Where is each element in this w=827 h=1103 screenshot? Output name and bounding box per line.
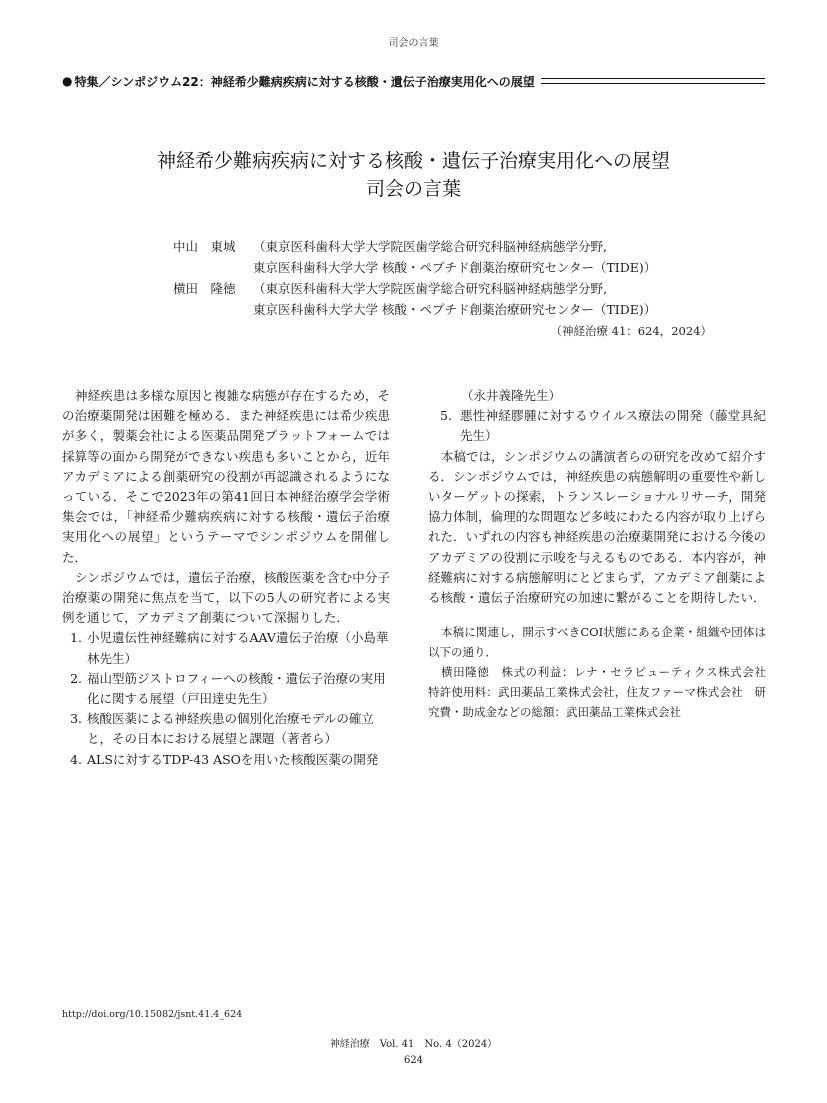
list-item xyxy=(62,628,390,668)
author-name: 横田 隆徳 xyxy=(173,281,236,296)
coi-statement xyxy=(428,622,778,722)
list-item xyxy=(62,669,390,709)
doi-link[interactable]: http://doi.org/10.15082/jsnt.41.4_624 xyxy=(62,1009,243,1020)
article-title: 神経希少難病疾病に対する核酸・遺伝子治療実用化への展望 xyxy=(156,150,670,172)
author-affiliation: （東京医科歯科大学大学院医歯学総合研究科脳神経病態学分野, xyxy=(253,239,607,254)
page-number: 624 xyxy=(403,1055,424,1066)
series-heading xyxy=(62,72,765,90)
list-text: ALSに対するTDP-43 ASOを用いた核酸医薬の開発 xyxy=(87,751,379,767)
running-head: 司会の言葉 xyxy=(388,38,439,49)
author-name: 中山 東城 xyxy=(173,239,236,254)
page-footer xyxy=(0,1037,827,1069)
citation: （神経治療 41：624，2024） xyxy=(550,324,712,338)
list-item xyxy=(62,709,390,749)
list-item xyxy=(62,750,390,770)
body-paragraph: 本稿では，シンポジウムの講演者らの研究を改めて紹介する．シンポジウムでは，神経疾患の病態解明の重要性や新しいターゲットの探索，トランスレーショナルリサーチ，開発協力体制，倫理的な問題など多岐にわたる内容が取り上げられた．いずれの内容も神経疾患の治療薬開発における今後のアカデミアの役割に示唆を与えるものである．本内容が，神経難病に対する病態解明にとどまらず，アカデミア創薬による核酸・遺伝子治療研究の加速に繋がることを期待したい． xyxy=(428,448,766,606)
coi-intro: 本稿に関連し，開示すべきCOI状態にある企業・組織や団体は以下の通り． xyxy=(428,625,766,660)
bullet-icon: ● xyxy=(62,74,73,88)
body-paragraph: シンポジウムでは，遺伝子治療，核酸医薬を含む中分子治療薬の開発に焦点を当て，以下の5人の研究者による実例を通じて，アカデミア創薬について深掘りした． xyxy=(62,569,390,626)
series-title: 特集／シンポジウム22：神経希少難病疾病に対する核酸・遺伝子治療実用化への展望 xyxy=(74,74,535,89)
author-affiliation-cont: 東京医科歯科大学大学 核酸・ペプチド創薬治療研究センター（TIDE)） xyxy=(253,302,657,317)
body-paragraph: 神経疾患は多様な原因と複雑な病態が存在するため，その治療薬開発は困難を極める．また神経疾患には希少疾患が多く，製薬会社による医薬品開発プラットフォームでは採算等の面から開発ができない疾患も多いことから，近年アカデミアによる創薬研究の役割が再認識されるようになっている．そこで2023年の第41回日本神経治療学会学術集会では，「神経希少難病疾病に対する核酸・遺伝子治療実用化への展望」というテーマでシンポジウムを開催した． xyxy=(62,388,390,565)
list-number: 5. xyxy=(440,408,452,424)
list-item-continuation: （永井義隆先生） xyxy=(461,388,562,403)
article-subtitle: 司会の言葉 xyxy=(365,178,461,200)
list-number: 4. xyxy=(70,751,82,767)
list-text: 福山型筋ジストロフィーへの核酸・遺伝子治療の実用化に関する展望（戸田達史先生） xyxy=(87,670,386,707)
coi-detail: 横田隆徳 株式の利益：レナ・セラピューティクス株式会社 特許使用料：武田薬品工業株式会社，住友ファーマ株式会社 研究費・助成金などの総額：武田薬品工業株式会社 xyxy=(428,665,778,720)
author-entry xyxy=(173,278,733,299)
list-number: 1. xyxy=(70,630,82,646)
double-rule xyxy=(541,78,765,84)
list-text: 核酸医薬による神経疾患の個別化治療モデルの確立と，その日本における展望と課題（著者ら） xyxy=(87,711,374,747)
journal-info: 神経治療 Vol. 41 No. 4（2024） xyxy=(329,1039,498,1050)
article-title-block xyxy=(0,147,827,203)
left-column xyxy=(62,386,390,770)
author-entry xyxy=(173,236,733,257)
right-column xyxy=(428,386,778,722)
list-text: 小児遺伝性神経難病に対するAAV遺伝子治療（小島華林先生） xyxy=(87,630,389,666)
talk-list xyxy=(62,628,390,769)
author-affiliation: （東京医科歯科大学大学院医歯学総合研究科脳神経病態学分野, xyxy=(253,281,607,296)
author-affiliation-cont: 東京医科歯科大学大学 核酸・ペプチド創薬治療研究センター（TIDE)） xyxy=(253,260,657,275)
list-number: 3. xyxy=(70,711,82,727)
list-number: 2. xyxy=(70,670,82,686)
author-list xyxy=(173,236,733,320)
list-item xyxy=(428,406,766,446)
list-text: 悪性神経膠腫に対するウイルス療法の開発（藤堂具紀先生） xyxy=(460,408,766,444)
